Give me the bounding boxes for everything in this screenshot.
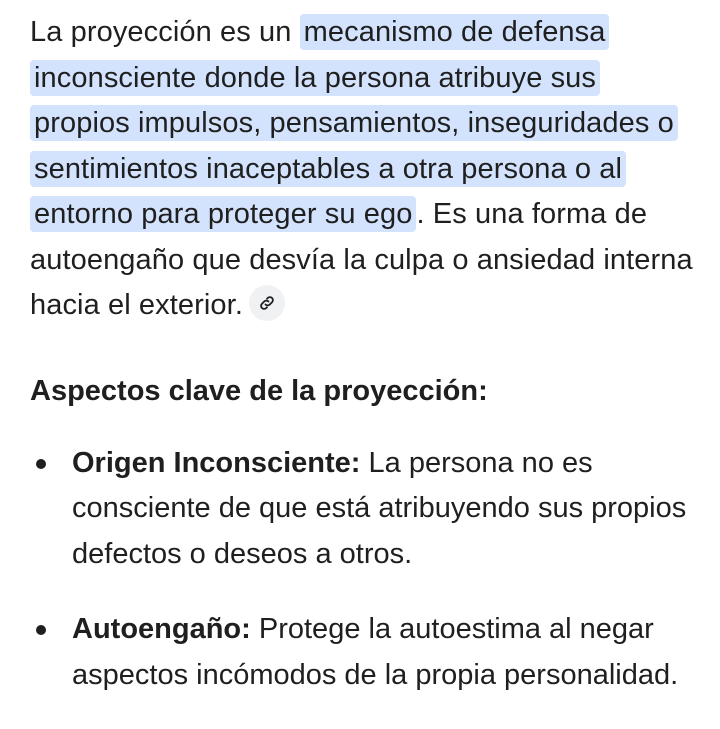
aspects-list bbox=[30, 441, 698, 699]
list-item bbox=[30, 607, 698, 698]
list-item bbox=[30, 441, 698, 578]
intro-paragraph bbox=[30, 10, 698, 329]
aspect-term: Autoengaño: bbox=[72, 613, 251, 645]
bullet-icon bbox=[36, 459, 46, 469]
section-heading: Aspectos clave de la proyección: bbox=[30, 374, 488, 407]
link-icon bbox=[258, 294, 276, 312]
source-link-button[interactable] bbox=[249, 285, 285, 321]
highlighted-definition[interactable]: mecanismo de defensa inconsciente donde la persona atribuye sus propios impulsos, pensamientos, inseguridades o sentimientos inaceptables a otra persona o al entorno para proteger su ego bbox=[30, 14, 678, 232]
bullet-icon bbox=[36, 625, 46, 635]
aspect-text: La persona no es consciente de que está atribuyendo sus propios defectos o deseos a otros. bbox=[72, 446, 687, 570]
intro-tail: . Es una forma de autoengaño que desvía la culpa o ansiedad interna hacia el exterior. bbox=[30, 198, 693, 321]
intro-lead: La proyección es un bbox=[30, 16, 292, 48]
aspect-term: Origen Inconsciente: bbox=[72, 446, 361, 479]
aspect-text: Protege la autoestima al negar aspectos incómodos de la propia personalidad. bbox=[72, 613, 679, 691]
